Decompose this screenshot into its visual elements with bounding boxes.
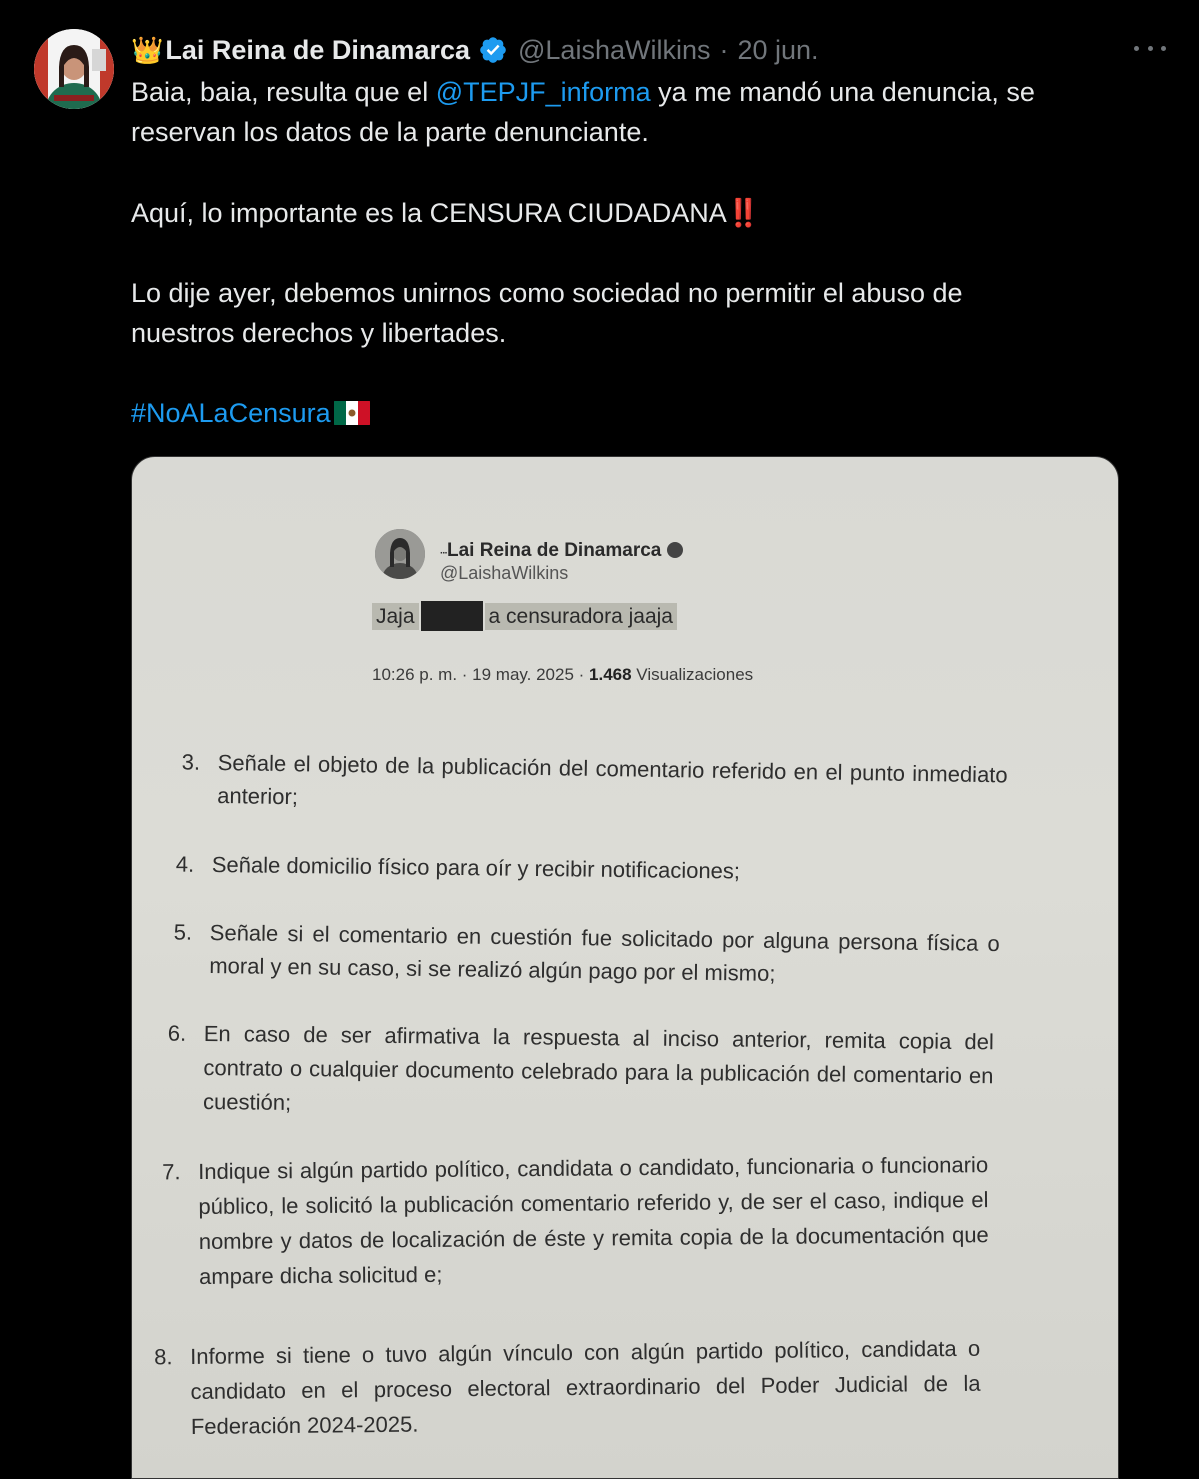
mexico-flag-icon bbox=[333, 401, 371, 425]
tweet-text: Baia, baia, resulta que el bbox=[131, 77, 436, 107]
tweet-paragraph-1 bbox=[131, 72, 1141, 152]
tweet-date[interactable]: 20 jun. bbox=[737, 34, 819, 65]
tweet-text: Lo dije ayer, debemos unirnos como sociedad no permitir el abuso de bbox=[131, 278, 963, 308]
tweet-text: Aquí, lo importante es la CENSURA CIUDADANA bbox=[131, 198, 727, 228]
embedded-post-meta: 10:26 p. m. · 19 may. 2025 · 1.468 Visualizaciones bbox=[372, 665, 754, 684]
list-item: 3. Señale el objeto de la publicación del comentario referido en el punto inmediato anterior; bbox=[181, 749, 1008, 810]
display-name[interactable]: Lai Reina de Dinamarca bbox=[165, 34, 470, 65]
tweet-header bbox=[131, 30, 819, 70]
handle[interactable]: @LaishaWilkins bbox=[518, 34, 711, 65]
crown-emoji: 👑 bbox=[131, 34, 164, 65]
list-item: 7. Indique si algún partido político, candidata o candidato, funcionaria o funcionario público, le solicitó la publicación comentario referido y, de ser el caso, indique el nombre y datos de localización de éste y remita copia de la documentación que ampare dicha solicitud e; bbox=[162, 1152, 989, 1289]
mention-link[interactable]: @TEPJF_informa bbox=[435, 77, 651, 107]
embedded-post-text: Jaja a censuradora jaaja bbox=[372, 601, 677, 631]
tweet-text: ya me mandó una denuncia, se bbox=[650, 77, 1035, 107]
tweet-text: reservan los datos de la parte denunciante. bbox=[131, 117, 649, 147]
list-item: 8. Informe si tiene o tuvo algún vínculo con algún partido político, candidata o candidato en el proceso electoral extraordinario del Poder Judicial de la Federación 2024-2025. bbox=[154, 1335, 981, 1439]
attached-photo[interactable] bbox=[131, 456, 1119, 1479]
document-photo bbox=[132, 457, 1119, 1479]
list-item: 5. Señale si el comentario en cuestión fue solicitado por alguna persona física o moral y en su caso, si se realizó algún pago por el mismo; bbox=[173, 919, 1000, 986]
verified-badge-icon bbox=[478, 35, 508, 65]
avatar[interactable] bbox=[34, 29, 114, 109]
embedded-display-name: ···Lai Reina de Dinamarca bbox=[440, 540, 683, 562]
embedded-verified-icon bbox=[667, 542, 683, 558]
separator: · bbox=[719, 34, 729, 65]
list-item: 4. Señale domicilio físico para oír y recibir notificaciones; bbox=[175, 851, 741, 884]
tweet-paragraph-2 bbox=[131, 193, 1141, 233]
tweet-text: nuestros derechos y libertades. bbox=[131, 318, 507, 348]
redaction-box bbox=[421, 601, 483, 631]
list-item: 6. En caso de ser afirmativa la respuesta al inciso anterior, remita copia del contrato o cualquier documento celebrado para la publicación del comentario en cuestión; bbox=[167, 1020, 994, 1115]
more-options-icon[interactable] bbox=[1130, 34, 1170, 62]
double-exclamation-emoji: ‼️ bbox=[726, 198, 757, 228]
tweet-paragraph-4 bbox=[131, 393, 1141, 433]
tweet-paragraph-3 bbox=[131, 273, 1141, 353]
hashtag-link[interactable]: #NoALaCensura bbox=[131, 398, 331, 428]
embedded-handle: @LaishaWilkins bbox=[440, 563, 569, 583]
embedded-avatar bbox=[375, 529, 425, 579]
